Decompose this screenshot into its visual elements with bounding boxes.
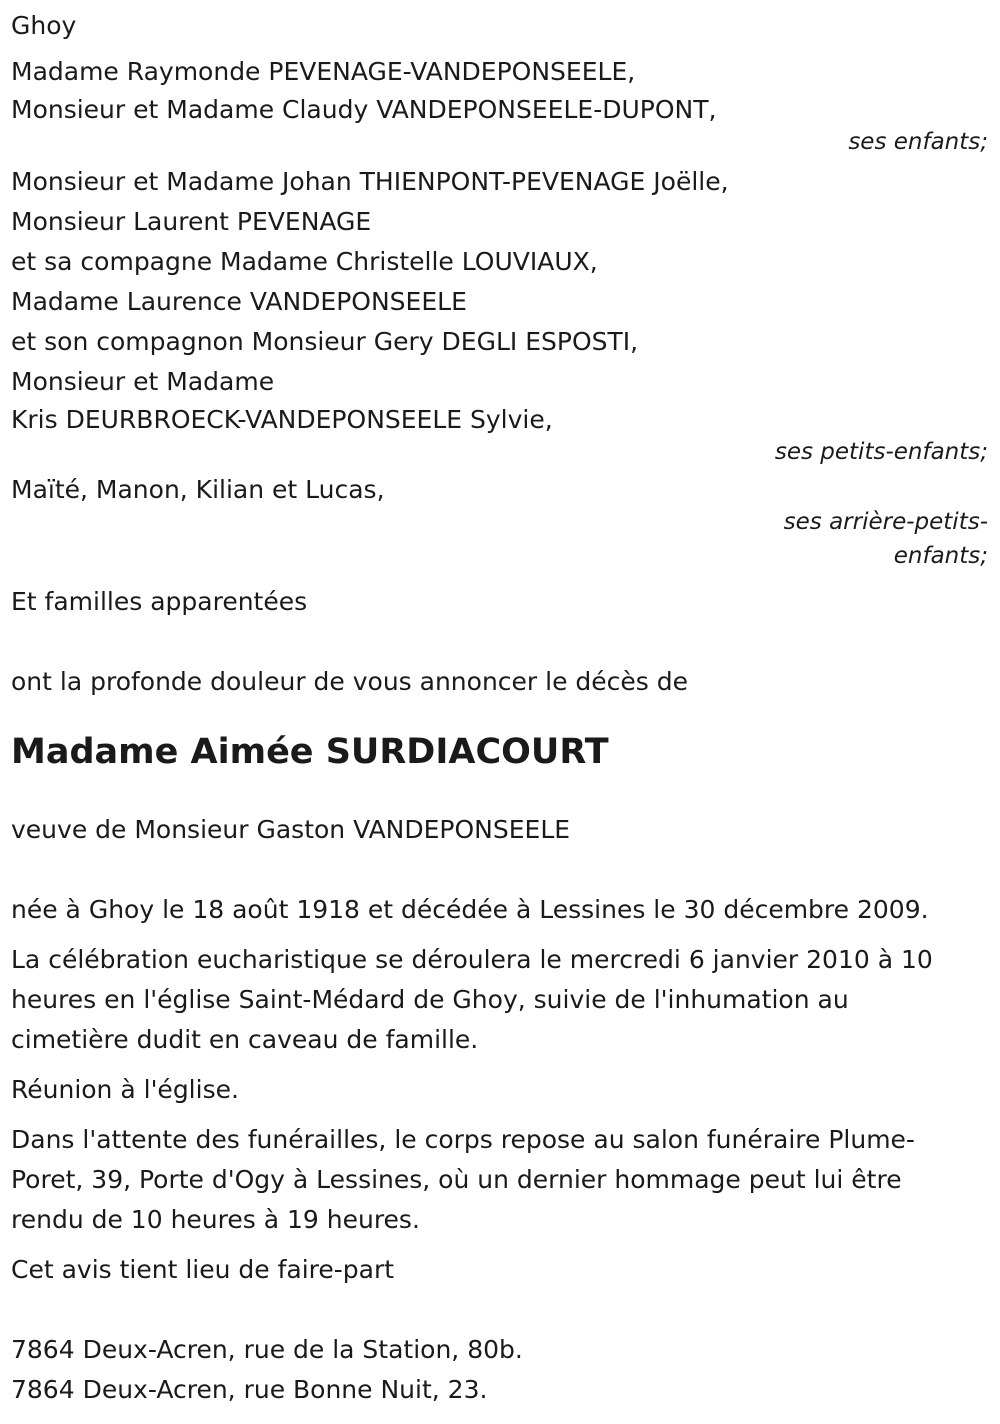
great-grandchildren-role: enfants; — [893, 543, 988, 569]
notice-text: Cet avis tient lieu de faire-part — [11, 1255, 395, 1284]
grandchildren-line: Monsieur et Madame Johan THIENPONT-PEVENAGE Joëlle, — [11, 167, 729, 196]
addresses — [11, 1330, 990, 1410]
great-grandchildren-role: ses arrière-petits- — [783, 509, 988, 535]
announcement-text: ont la profonde douleur de vous annoncer le décès de — [11, 667, 689, 696]
funeral-home-line: rendu de 10 heures à 19 heures. — [11, 1205, 420, 1234]
grandchildren-line: Madame Laurence VANDEPONSEELE — [11, 287, 467, 316]
grandchildren-line: Monsieur et Madame — [11, 367, 275, 396]
address-line: 7864 Deux-Acren, rue Bonne Nuit, 23. — [11, 1375, 488, 1404]
funeral-home-paragraph — [11, 1120, 990, 1240]
children-line: Madame Raymonde PEVENAGE-VANDEPONSEELE, — [11, 57, 636, 86]
grandchildren-line: Monsieur Laurent PEVENAGE — [11, 207, 372, 236]
ceremony-line: La célébration eucharistique se déroulera le mercredi 6 janvier 2010 à 10 — [11, 945, 933, 974]
great-grandchildren-section — [11, 472, 990, 576]
grandchildren-line: Kris DEURBROECK-VANDEPONSEELE Sylvie, — [11, 405, 553, 434]
great-grandchildren-line: Maïté, Manon, Kilian et Lucas, — [11, 475, 385, 504]
location: Ghoy — [11, 11, 77, 40]
widow-of-text: veuve de Monsieur Gaston VANDEPONSEELE — [11, 815, 571, 844]
grandchildren-line: et sa compagne Madame Christelle LOUVIAUX, — [11, 247, 598, 276]
meeting-text: Réunion à l'église. — [11, 1075, 239, 1104]
funeral-home-line: Poret, 39, Porte d'Ogy à Lessines, où un dernier hommage peut lui être — [11, 1165, 902, 1194]
children-section — [11, 52, 990, 156]
address-line: 7864 Deux-Acren, rue de la Station, 80b. — [11, 1335, 523, 1364]
families-text: Et familles apparentées — [11, 587, 308, 616]
grandchildren-section — [11, 162, 990, 466]
grandchildren-line: et son compagnon Monsieur Gery DEGLI ESPOSTI, — [11, 327, 639, 356]
children-line: Monsieur et Madame Claudy VANDEPONSEELE-DUPONT, — [11, 95, 717, 124]
ceremony-line: cimetière dudit en caveau de famille. — [11, 1025, 479, 1054]
children-role: ses enfants; — [848, 129, 988, 155]
ceremony-paragraph — [11, 940, 990, 1060]
funeral-home-line: Dans l'attente des funérailles, le corps repose au salon funéraire Plume- — [11, 1125, 915, 1154]
ceremony-line: heures en l'église Saint-Médard de Ghoy, suivie de l'inhumation au — [11, 985, 849, 1014]
birth-death-text: née à Ghoy le 18 août 1918 et décédée à Lessines le 30 décembre 2009. — [11, 895, 929, 924]
grandchildren-role: ses petits-enfants; — [774, 439, 988, 465]
deceased-name: Madame Aimée SURDIACOURT — [11, 732, 609, 772]
